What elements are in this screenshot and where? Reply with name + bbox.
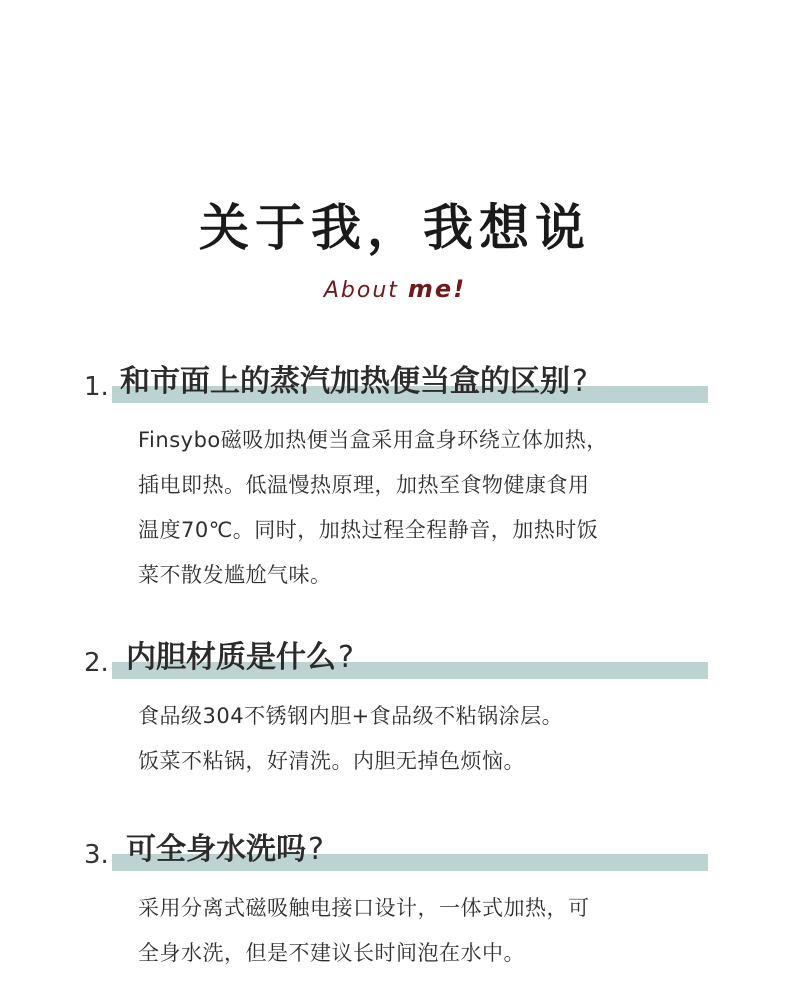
section-3-question-mark: ? [308, 832, 324, 867]
section-3-line: 全身水洗，但是不建议长时间泡在水中。 [138, 941, 525, 965]
section-3-title-text: 可全身水洗吗 [126, 832, 306, 867]
section-2-title [126, 638, 354, 678]
section-2-answer [138, 694, 698, 784]
page-subtitle [0, 273, 790, 307]
subtitle-me: me! [407, 275, 467, 303]
section-2-heading [84, 638, 724, 688]
section-1-line: 菜不散发尴尬气味。 [138, 563, 332, 587]
subtitle-about: About [323, 278, 408, 303]
section-1-number: 1. [84, 372, 109, 402]
section-2-number: 2. [84, 648, 109, 678]
section-1-answer [138, 418, 698, 598]
section-3-answer [138, 886, 698, 976]
section-1-title-text: 和市面上的蒸汽加热便当盒的区别 [120, 364, 570, 399]
section-3-title [126, 830, 324, 870]
section-3-heading [84, 830, 724, 880]
section-1-line: 插电即热。低温慢热原理，加热至食物健康食用 [138, 473, 590, 497]
section-1-line: 温度70℃。同时，加热过程全程静音，加热时饭 [138, 518, 599, 542]
section-3-number: 3. [84, 840, 109, 870]
section-2-line: 食品级304不锈钢内胆+食品级不粘锅涂层。 [138, 704, 564, 728]
section-2-title-text: 内胆材质是什么 [126, 640, 336, 675]
section-1-question-mark: ? [572, 364, 588, 399]
section-1-heading [84, 362, 724, 412]
section-1-line: Finsybo磁吸加热便当盒采用盒身环绕立体加热， [138, 428, 608, 452]
page-title: 关于我，我想说 [199, 199, 591, 257]
section-3-line: 采用分离式磁吸触电接口设计，一体式加热，可 [138, 896, 590, 920]
section-2-line: 饭菜不粘锅，好清洗。内胆无掉色烦恼。 [138, 749, 525, 773]
section-2-question-mark: ? [338, 640, 354, 675]
section-1-title [120, 362, 588, 402]
